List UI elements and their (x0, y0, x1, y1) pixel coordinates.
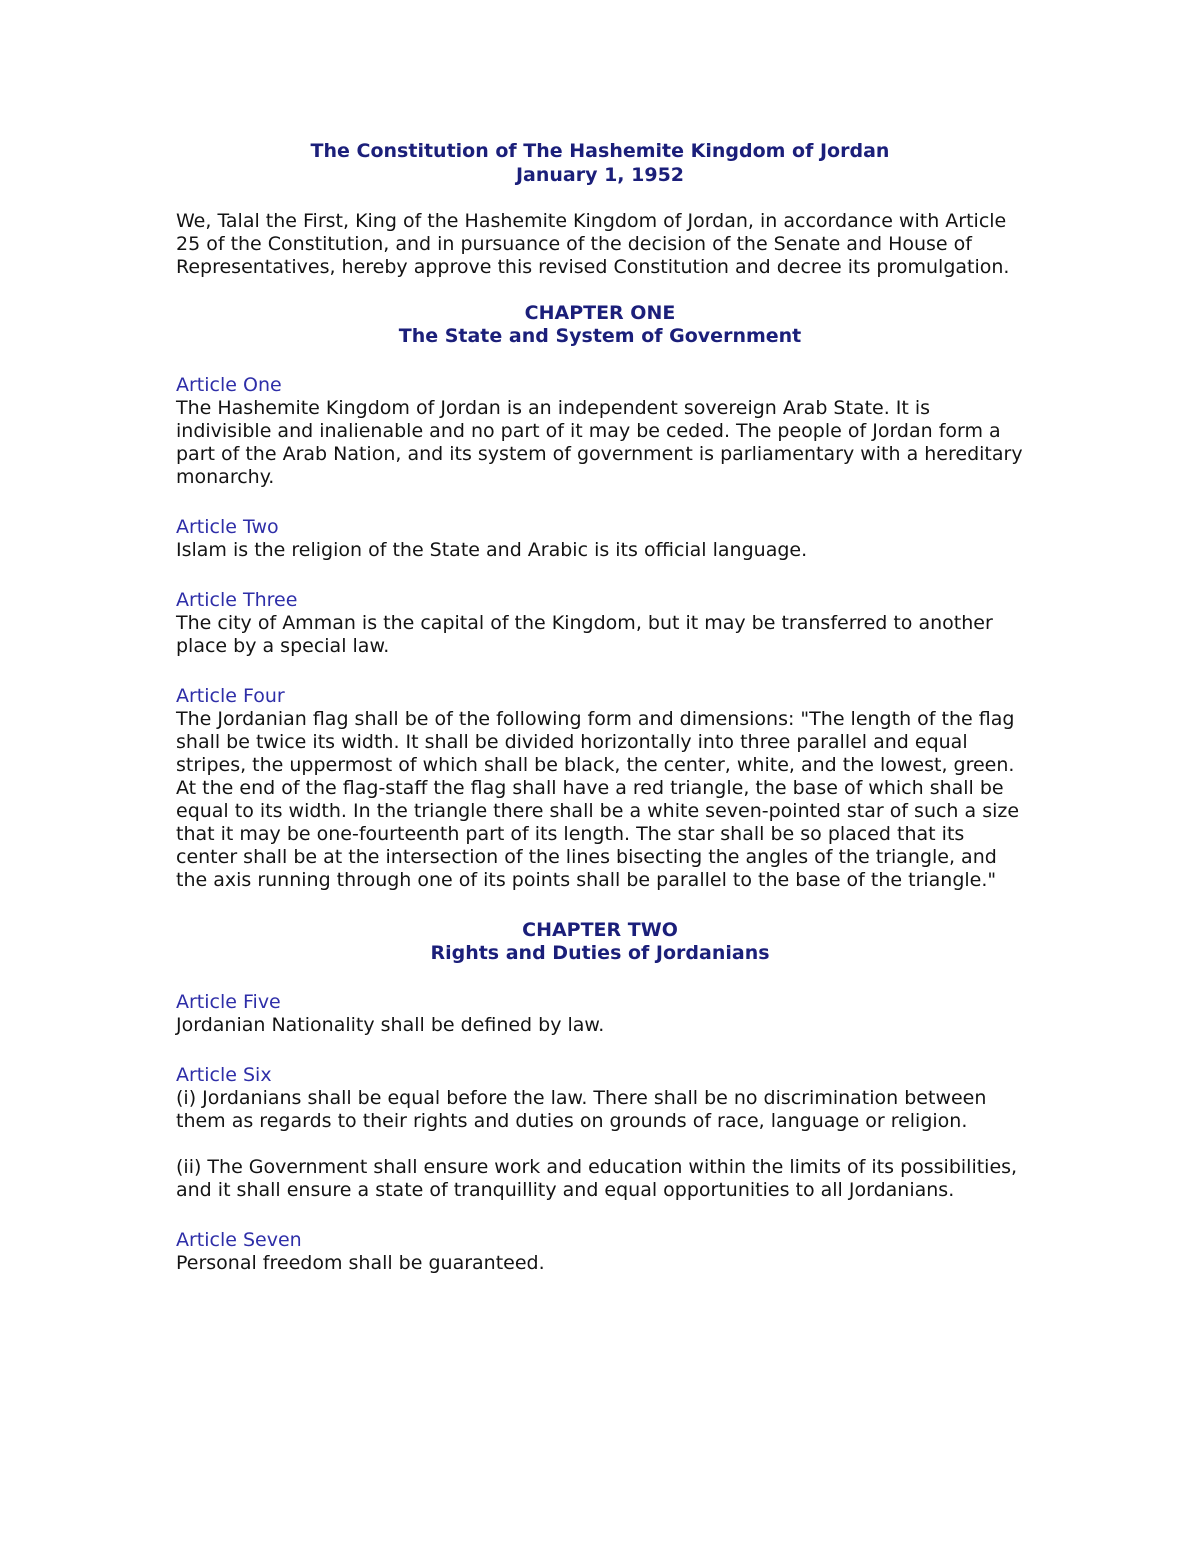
article-heading: Article One (176, 374, 282, 396)
document-date: January 1, 1952 (515, 163, 685, 186)
article-text: The Hashemite Kingdom of Jordan is an independent sovereign Arab State. It is indivisible and inalienable and no part of it may be ceded. The people of Jordan form a part of the Arab Nation, and its system of government is parliamentary with a hereditary monarchy. (176, 397, 1023, 488)
article-text: Jordanian Nationality shall be defined by law. (176, 1014, 605, 1036)
chapter-one-heading (176, 302, 1024, 348)
article-four (176, 685, 1024, 892)
document-title: The Constitution of The Hashemite Kingdom of Jordan (310, 140, 890, 162)
article-three (176, 589, 1024, 658)
chapter-number: CHAPTER TWO (522, 919, 678, 941)
preamble: We, Talal the First, King of the Hashemite Kingdom of Jordan, in accordance with Article 25 of the Constitution, and in pursuance of the decision of the Senate and House of Representatives, hereby approve this revised Constitution and decree its promulgation. (176, 210, 1010, 278)
article-six (176, 1064, 1024, 1202)
article-seven (176, 1229, 1024, 1275)
article-text: Personal freedom shall be guaranteed. (176, 1252, 545, 1274)
chapter-number: CHAPTER ONE (524, 302, 676, 324)
article-heading: Article Four (176, 685, 285, 707)
article-one (176, 374, 1024, 489)
chapter-title: The State and System of Government (398, 325, 802, 347)
article-heading: Article Six (176, 1064, 272, 1086)
chapter-title: Rights and Duties of Jordanians (430, 942, 770, 964)
article-text: (i) Jordanians shall be equal before the law. There shall be no discrimination between them as regards to their rights and duties on grounds of race, language or religion. (176, 1087, 987, 1132)
article-text: The Jordanian flag shall be of the following form and dimensions: "The length of the flag shall be twice its width. It shall be divided horizontally into three parallel and equal stripes, the uppermost of which shall be black, the center, white, and the lowest, green. At the end of the flag-staff the flag shall have a red triangle, the base of which shall be equal to its width. In the triangle there shall be a white seven-pointed star of such a size that it may be one-fourteenth part of its length. The star shall be so placed that its center shall be at the intersection of the lines bisecting the angles of the triangle, and the axis running through one of its points shall be parallel to the base of the triangle." (176, 708, 1020, 891)
article-text: Islam is the religion of the State and Arabic is its official language. (176, 539, 808, 561)
article-text: The city of Amman is the capital of the Kingdom, but it may be transferred to another place by a special law. (176, 612, 993, 657)
article-five (176, 991, 1024, 1037)
document-header (176, 140, 1024, 187)
article-heading: Article Seven (176, 1229, 302, 1251)
article-two (176, 516, 1024, 562)
document-page (176, 140, 1024, 1302)
article-text-clause-ii: (ii) The Government shall ensure work and education within the limits of its possibilities, and it shall ensure a state of tranquillity and equal opportunities to all Jordanians. (176, 1156, 1018, 1201)
chapter-two-heading (176, 919, 1024, 965)
article-heading: Article Three (176, 589, 298, 611)
article-heading: Article Five (176, 991, 281, 1013)
article-heading: Article Two (176, 516, 279, 538)
